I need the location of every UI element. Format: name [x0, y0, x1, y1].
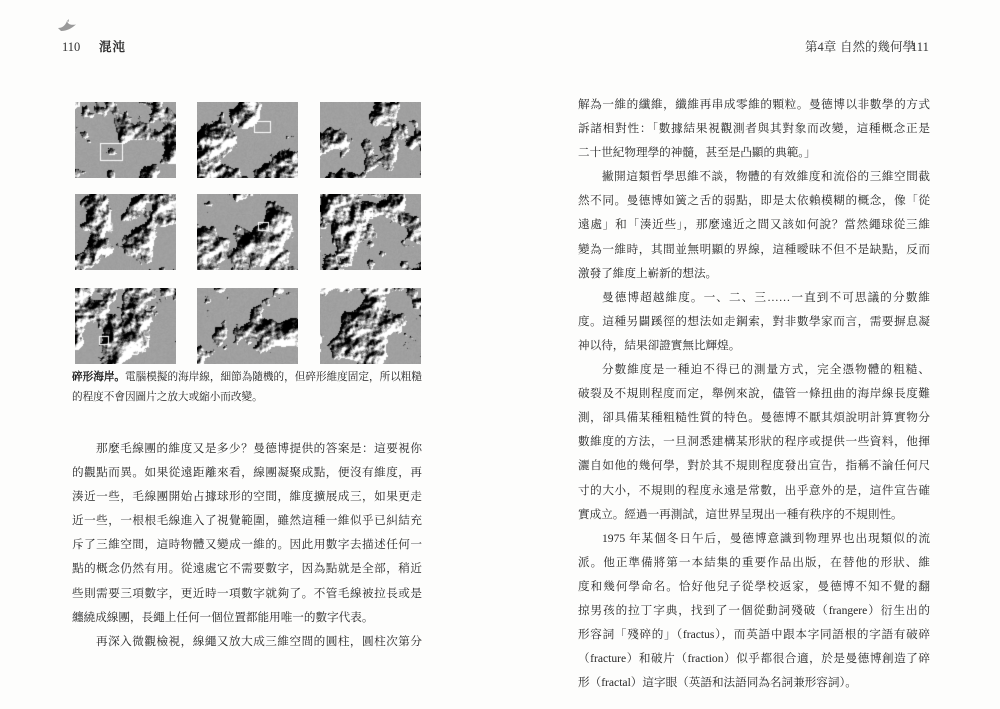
text-line: 分數維度是一種迫不得已的測量方式，完全憑物體的粗糙、: [602, 363, 930, 377]
body-text: [578, 93, 930, 695]
text-line: 些則需要三項數字，更近時一項數字就夠了。不管毛線被拉長或是: [72, 586, 422, 600]
caption-text: 電腦模擬的海岸線，細節為隨機的，但碎形維度固定，所以粗糙: [125, 371, 422, 383]
bird-icon: [57, 18, 77, 33]
coastline-panel: [320, 102, 421, 178]
caption-line: [72, 388, 422, 408]
caption-title: 碎形海岸。: [72, 371, 126, 383]
text-line: 形（fractal）這字眼（英語和法語同為名詞兼形容詞）。: [578, 676, 857, 690]
coastline-panel: [75, 102, 176, 178]
chapter-label: 第4章: [805, 40, 837, 54]
text-line: 曼德博超越維度。一、二、三……一直到不可思議的分數維: [602, 290, 930, 304]
coastline-panel: [320, 194, 421, 270]
text-line: 斥了三維空間，這時物體又變成一維的。因此用數字去描述任何一: [72, 538, 422, 552]
text-line: 數維度的方法，一旦洞悉建構某形狀的程序或提供一些資料，他揮: [578, 435, 930, 449]
running-title: 混沌: [99, 40, 127, 54]
running-title: 自然的幾何學: [840, 40, 916, 54]
text-line: 變為一維時，其間並無明顯的界線，這種曖昧不但不是缺點，反而: [578, 242, 930, 256]
text-line: 實成立。經過一再測試，這世界呈現出一種有秩序的不規則性。: [578, 507, 903, 521]
body-text: [72, 437, 422, 654]
figure-caption: [72, 368, 422, 407]
text-line: 激發了維度上嶄新的想法。: [578, 266, 718, 280]
text-line: 纏繞成線團，長繩上任何一個位置都能用唯一的數字代表。: [72, 610, 374, 624]
text-line: 測，卻具備某種粗糙性質的特色。曼德博不厭其煩說明計算實物分: [578, 411, 930, 425]
text-line: 點的概念仍然有用。從遠處它不需要數字，因為點就是全部，稍近: [72, 562, 422, 576]
caption-text: 的程度不會因圖片之放大或縮小而改變。: [72, 390, 263, 403]
text-line: 近一些，一根根毛線進入了視覺範圍，雖然這種一維似乎已糾結充: [72, 514, 422, 528]
text-line: 二十世紀物理學的神髓，甚至是凸顯的典範。」: [578, 146, 816, 160]
caption-line: [72, 368, 422, 388]
coastline-panel: [320, 288, 421, 364]
text-line: 形容詞「殘碎的」（fractus），而英語中跟本字同語根的字語有破碎: [578, 628, 930, 642]
coastline-panel: [75, 194, 176, 270]
text-line: 灑自如他的幾何學，對於其不規則程度發出宣告，指稱不論任何尺: [578, 459, 930, 473]
text-line: （fracture）和破片（fraction）似乎都很合適，於是曼德博創造了碎: [578, 652, 930, 666]
text-line: 1975 年某個冬日午后，曼德博意識到物理界也出現類似的流: [602, 531, 930, 545]
text-line: 解為一維的纖維，纖維再串成零維的顆粒。曼德博以非數學的方式: [578, 98, 930, 111]
text-line: 遠處」和「湊近些」，那麼遠近之間又該如何說？當然繩球從三維: [578, 218, 930, 232]
text-line: 那麼毛線團的維度又是多少？曼德博提供的答案是：這要視你: [96, 442, 422, 455]
text-line: 度和幾何學命名。恰好他兒子從學校返家，曼德博不知不覺的翻: [578, 579, 930, 593]
text-line: 掠男孩的拉丁字典，找到了一個從動詞殘破（frangere）衍生出的: [578, 603, 930, 617]
text-line: 然不同。曼德博如簧之舌的弱點，即是太依賴模糊的概念，像「從: [578, 194, 930, 208]
text-line: 再深入微觀檢視，線繩又放大成三維空間的圓柱，圓柱次第分: [96, 634, 422, 648]
text-line: 破裂及不規則程度而定，舉例來說，儘管一條扭曲的海岸線長度難: [578, 387, 930, 401]
coastline-panel: [197, 194, 298, 270]
text-line: 撇開這類哲學思維不談，物體的有效維度和流俗的三維空間截: [602, 170, 930, 184]
text-line: 訴諸相對性：「數據結果視觀測者與其對象而改變，這種概念正是: [578, 122, 930, 136]
text-line: 的觀點而異。如果從遠距離來看，線團凝聚成點，便沒有維度，再: [72, 466, 422, 480]
page-number: 110: [62, 40, 81, 54]
page-number: 111: [911, 40, 929, 54]
coastline-panel: [197, 288, 298, 364]
text-line: 神以待，結果卻證實無比輝煌。: [578, 338, 741, 352]
coastline-panel: [197, 102, 298, 178]
text-line: 派。他正準備將第一本結集的重要作品出版，在替他的形狀、維: [578, 555, 930, 569]
text-line: 寸的大小，不規則的程度永遠是常數，出乎意外的是，這件宣告確: [578, 483, 930, 497]
text-line: 度。這種另闢蹊徑的想法如走鋼索，對非數學家而言，需要摒息凝: [578, 314, 930, 328]
coastline-panel: [75, 288, 176, 364]
text-line: 湊近一些，毛線團開始占據球形的空間，維度擴展成三，如果更走: [72, 490, 422, 504]
